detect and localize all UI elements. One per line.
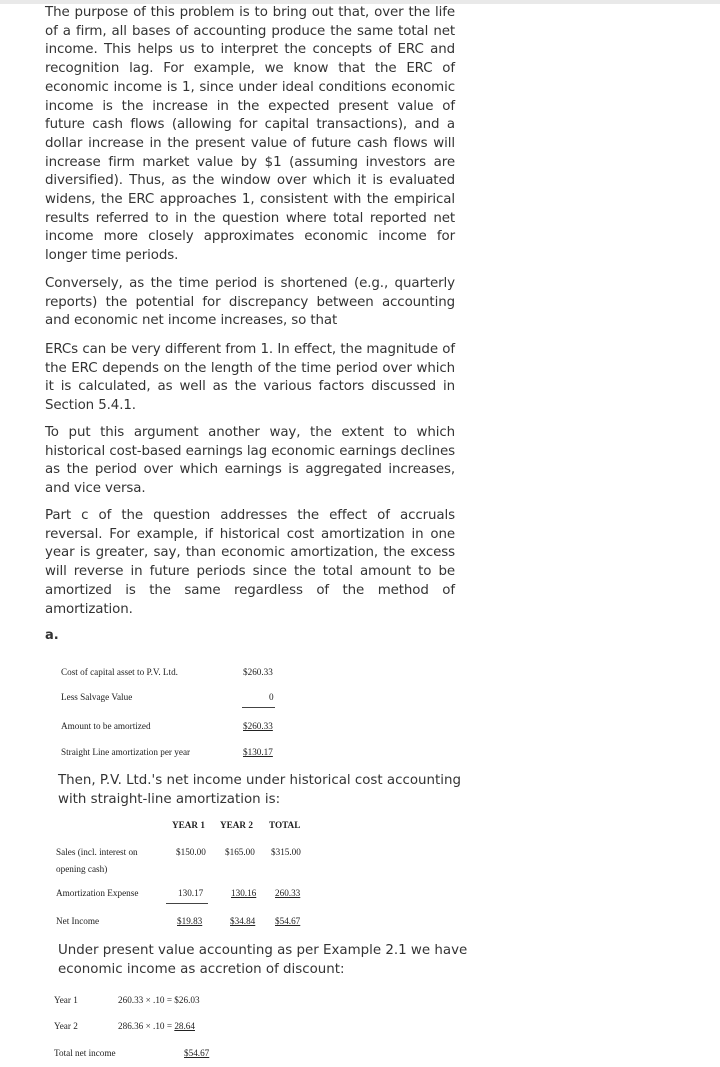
sales-total: $315.00: [271, 847, 301, 857]
sales-year-2: $165.00: [225, 847, 255, 857]
net-income-label: Net Income: [56, 916, 100, 926]
amortization-year-1: 130.17: [178, 888, 204, 898]
sales-year-1: $150.00: [176, 847, 206, 857]
year-2-calc: [118, 1021, 195, 1031]
paragraph-3: ERCs can be very different from 1. In effect, the magnitude of the ERC depends on the length of the time period over which it is calculated, as well as the various factors discussed in Section 5.4.1.: [45, 342, 455, 414]
year-1-label: Year 1: [54, 995, 78, 1005]
to-amortize-label: Amount to be amortized: [61, 721, 151, 731]
amortization-underline: [166, 903, 208, 904]
total-net-income-value: $54.67: [184, 1048, 210, 1058]
salvage-underline: [242, 707, 275, 708]
header-year-1: YEAR 1: [172, 820, 205, 830]
intro-present-value: Under present value accounting as per Example 2.1 we have economic income as accretion of discount:: [58, 943, 468, 977]
amortization-year-2: 130.16: [231, 888, 257, 898]
sales-label-line2: opening cash): [56, 864, 108, 874]
net-income-year-2: $34.84: [230, 916, 256, 926]
paragraph-1: The purpose of this problem is to bring out that, over the life of a firm, all bases of accounting produce the same total net income. This helps us to interpret the concepts of ERC and recognition lag. For example, we know that the ERC of economic income is 1, since under ideal conditions economic income is the increase in the expected present value of future cash flows (allowing for capital transactions), and a dollar increase in the present value of future cash flows will increase firm market value by $1 (assuming investors are diversified). Thus, as the window over which it is evaluated widens, the ERC approaches 1, consistent with the empirical results referred to in the question where total reported net income more closely approximates economic income for longer time periods.: [45, 5, 455, 264]
amortization-label: Amortization Expense: [56, 888, 139, 898]
total-net-income-label: Total net income: [54, 1048, 116, 1058]
net-income-year-1: $19.83: [177, 916, 203, 926]
year-2-label: Year 2: [54, 1021, 78, 1031]
net-income-total: $54.67: [275, 916, 301, 926]
year-1-calc: 260.33 × .10 = $26.03: [118, 995, 200, 1005]
paragraph-5: Part c of the question addresses the effect of accruals reversal. For example, if historical cost amortization in one year is greater, say, than economic amortization, the excess will reverse in future periods since the total amount to be amortized is the same regardless of the method of amortization.: [45, 508, 455, 617]
year-2-value: 28.64: [174, 1021, 195, 1031]
header-year-2: YEAR 2: [220, 820, 253, 830]
cost-value: $260.33: [243, 667, 273, 677]
paragraph-2: Conversely, as the time period is shortened (e.g., quarterly reports) the potential for discrepancy between accounting and economic net income increases, so that: [45, 276, 455, 329]
salvage-value: 0: [269, 692, 274, 702]
sl-label: Straight Line amortization per year: [61, 747, 191, 757]
to-amortize-value: $260.33: [243, 721, 273, 731]
sl-value: $130.17: [243, 747, 273, 757]
cost-label: Cost of capital asset to P.V. Ltd.: [61, 667, 178, 677]
year-2-calc-prefix: 286.36 × .10 =: [118, 1021, 175, 1031]
intro-historical-cost: Then, P.V. Ltd.'s net income under historical cost accounting with straight-line amortization is:: [58, 773, 461, 807]
part-a-label: a.: [45, 628, 59, 643]
paragraph-4: To put this argument another way, the extent to which historical cost-based earnings lag economic earnings declines as the period over which earnings is aggregated increases, and vice versa.: [45, 425, 455, 497]
salvage-label: Less Salvage Value: [61, 692, 133, 702]
header-total: TOTAL: [269, 820, 301, 830]
sales-label-line1: Sales (incl. interest on: [56, 847, 138, 857]
amortization-total: 260.33: [275, 888, 301, 898]
